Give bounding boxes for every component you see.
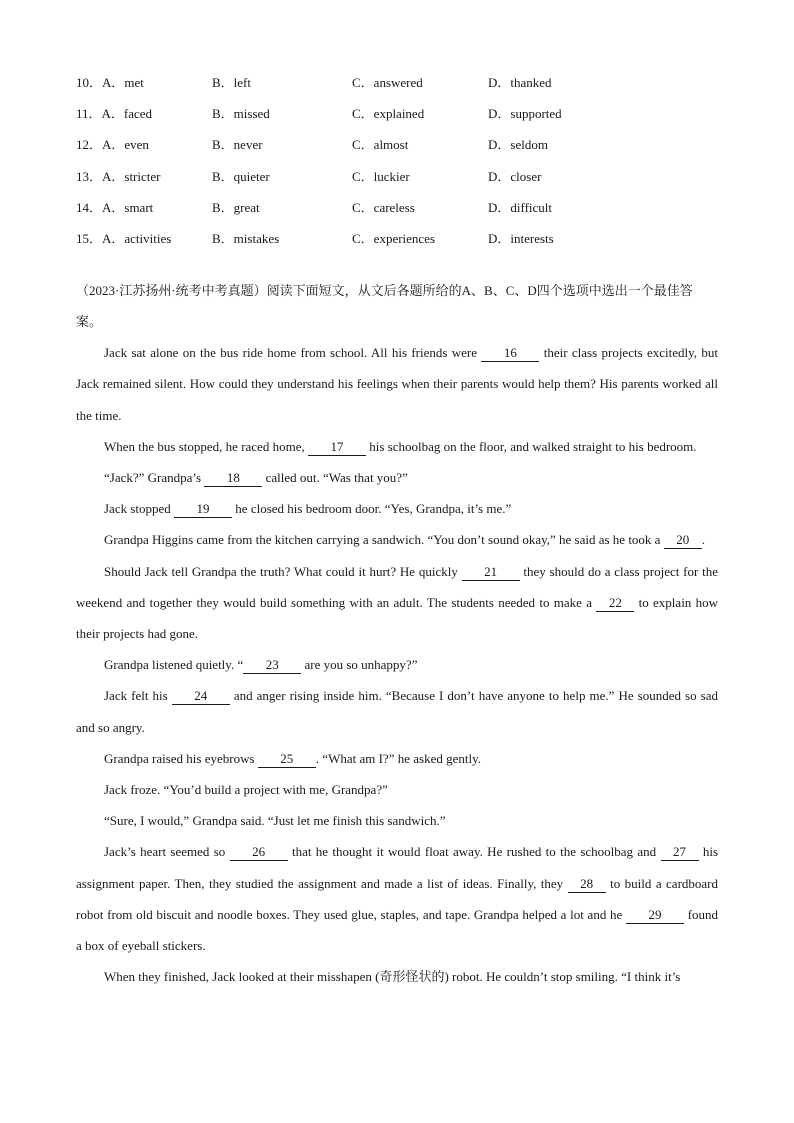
blank-24: 24	[172, 688, 230, 705]
paragraph	[76, 524, 718, 555]
paragraph	[76, 462, 718, 493]
option-b: B．missed	[212, 106, 270, 122]
paragraph	[76, 836, 718, 961]
blank-29: 29	[626, 907, 684, 924]
text: “Jack?” Grandpa’s	[104, 469, 205, 485]
option-b: B．never	[212, 137, 263, 153]
text: . “What am I?” he asked gently.	[315, 750, 481, 766]
text: Grandpa Higgins came from the kitchen carrying a sandwich. “You don’t sound okay,” he said as he took a	[104, 532, 664, 548]
paragraph	[76, 556, 718, 650]
instructions: （2023·江苏扬州·统考中考真题）阅读下面短文，从文后各题所给的A、B、C、D四个选项中选出一个最佳答案。	[76, 283, 693, 330]
paragraph	[76, 743, 718, 774]
blank-17: 17	[308, 439, 366, 456]
text: to build a cardboard robot from old biscuit and noodle boxes. They used glue, staples, and tape. Grandpa helped a lot and he	[76, 875, 719, 922]
paragraph: Jack froze. “You’d build a project with me, Grandpa?”	[104, 781, 388, 797]
blank-26: 26	[230, 844, 288, 861]
option-c: C．explained	[352, 106, 425, 122]
option-d: D．closer	[488, 168, 542, 184]
text: Jack felt his	[104, 688, 172, 704]
option-a: 15．A．activities	[76, 231, 172, 247]
text: called out. “Was that you?”	[262, 469, 408, 485]
blank-18: 18	[204, 470, 262, 487]
blank-16: 16	[481, 345, 539, 362]
text: found a box of eyeball stickers.	[76, 906, 718, 953]
text: he closed his bedroom door. “Yes, Grandpa, it’s me.”	[232, 501, 512, 517]
paragraph: When they finished, Jack looked at their misshapen (奇形怪状的) robot. He couldn’t stop smiling. “I think it’s	[104, 969, 681, 985]
paragraph: “Sure, I would,” Grandpa said. “Just let me finish this sandwich.”	[104, 813, 446, 829]
question-11-row	[76, 97, 688, 128]
option-c: C．careless	[352, 199, 415, 215]
page	[76, 66, 718, 992]
blank-25: 25	[258, 751, 316, 768]
option-a: 10．A．met	[76, 75, 144, 91]
option-d: D．interests	[488, 231, 554, 247]
option-b: B．great	[212, 199, 260, 215]
option-c: C．luckier	[352, 168, 410, 184]
text: Jack stopped	[104, 501, 175, 517]
blank-20: 20	[664, 532, 702, 549]
option-d: D．supported	[488, 106, 562, 122]
option-a: 12．A．even	[76, 137, 149, 153]
text: his assignment paper. Then, they studied the assignment and made a list of ideas. Finally, they	[76, 844, 719, 891]
option-d: D．thanked	[488, 75, 552, 91]
option-c: C．experiences	[352, 231, 436, 247]
text: Jack sat alone on the bus ride home from school. All his friends were	[104, 345, 482, 361]
blank-27: 27	[661, 844, 699, 861]
question-10-row	[76, 66, 688, 97]
question-13-row	[76, 160, 688, 191]
paragraph	[76, 680, 718, 742]
text: Grandpa raised his eyebrows	[104, 750, 258, 766]
option-a: 14．A．smart	[76, 199, 154, 215]
question-12-row	[76, 128, 688, 159]
option-a: 13．A．stricter	[76, 168, 161, 184]
option-c: C．almost	[352, 137, 409, 153]
paragraph	[76, 337, 718, 431]
text: .	[701, 532, 705, 548]
question-15-row	[76, 222, 688, 253]
text: are you so unhappy?”	[301, 657, 418, 673]
paragraph	[76, 431, 718, 462]
option-b: B．left	[212, 75, 251, 91]
text: Jack’s heart seemed so	[104, 844, 230, 860]
blank-28: 28	[568, 876, 606, 893]
option-b: B．mistakes	[212, 231, 280, 247]
option-d: D．seldom	[488, 137, 548, 153]
passage	[76, 337, 718, 992]
option-d: D．difficult	[488, 199, 553, 215]
option-b: B．quieter	[212, 168, 270, 184]
paragraph	[76, 649, 718, 680]
paragraph	[76, 493, 718, 524]
option-c: C．answered	[352, 75, 423, 91]
text: to explain how their projects had gone.	[76, 594, 718, 641]
blank-22: 22	[596, 595, 634, 612]
text: their class projects excitedly, but Jack remained silent. How could they understand his feelings when their parents would help them? His parents worked all the time.	[76, 345, 718, 423]
text: that he thought it would float away. He rushed to the schoolbag and	[287, 844, 661, 860]
blank-23: 23	[243, 657, 301, 674]
question-14-row	[76, 191, 688, 222]
text: they should do a class project for the weekend and together they would build something with an adult. The students needed to make a	[76, 563, 718, 610]
text: When the bus stopped, he raced home,	[104, 438, 308, 454]
text: and anger rising inside him. “Because I don’t have anyone to help me.” He sounded so sad and so angry.	[76, 688, 719, 735]
text: Grandpa listened quietly. “	[104, 657, 244, 673]
option-a: 11．A．faced	[76, 106, 153, 122]
options-table	[76, 66, 688, 253]
blank-19: 19	[174, 501, 232, 518]
text: Should Jack tell Grandpa the truth? What could it hurt? He quickly	[104, 563, 462, 579]
blank-21: 21	[462, 564, 520, 581]
text: his schoolbag on the floor, and walked straight to his bedroom.	[365, 438, 697, 454]
